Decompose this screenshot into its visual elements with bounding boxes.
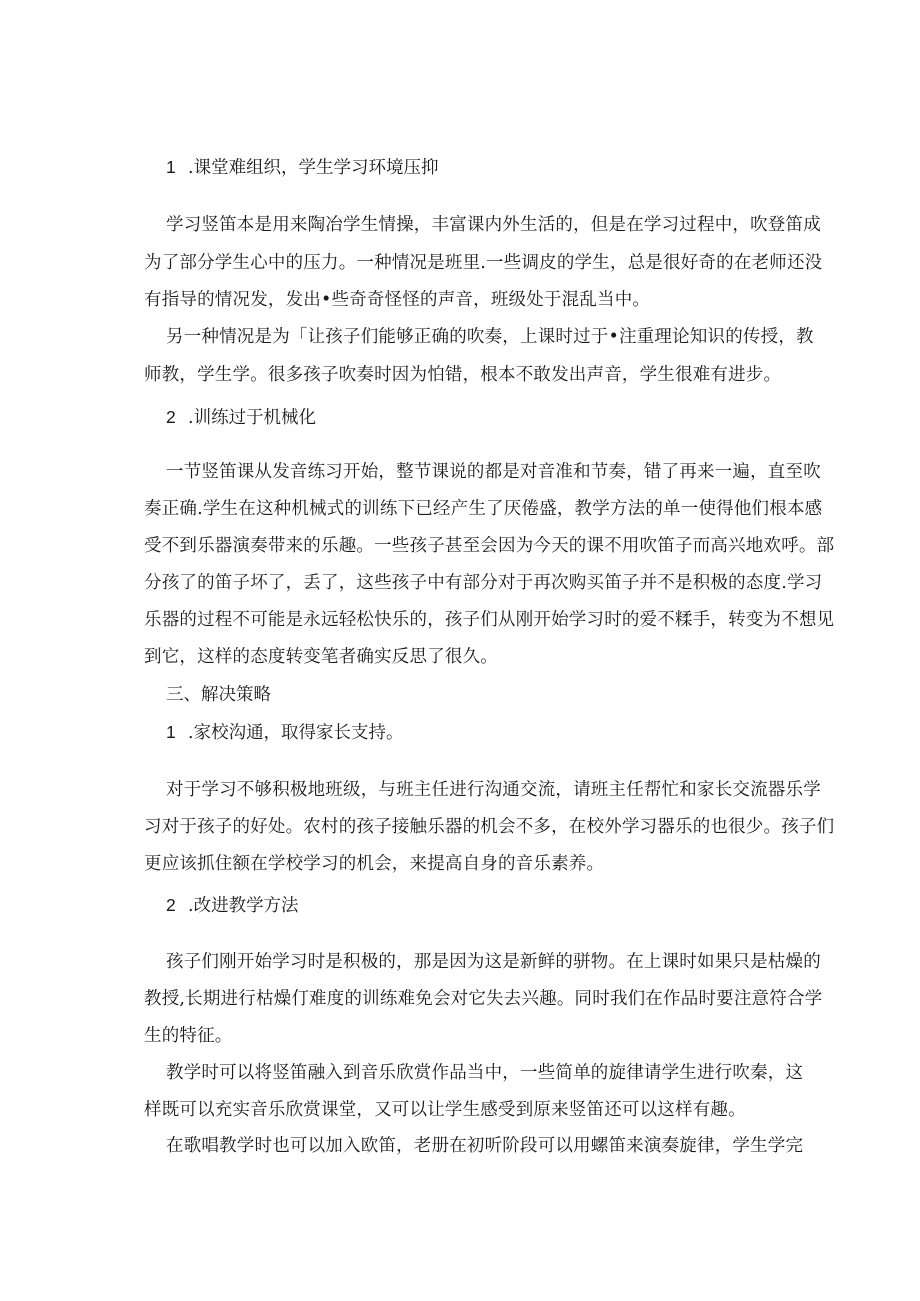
paragraph-line: 到它，这样的态度转变笔者确实反思了很久。 (144, 647, 498, 667)
paragraph-line: 教学时可以将竖笛融入到音乐欣赏作品当中，一些简单的旋律请学生进行吹秦，这 (166, 1063, 804, 1083)
paragraph-line: 在歌唱教学时也可以加入欧笛，老册在初听阶段可以用螺笛来演奏旋律，学生学完 (166, 1136, 804, 1156)
paragraph-line: 更应该抓住额在学校学习的机会，来提高自身的音乐素养。 (144, 854, 605, 874)
paragraph-line: 一节竖笛课从发音练习开始，整节课说的都是对音准和节奏，错了再来一遍，直至吹 (166, 462, 821, 482)
paragraph-line: 样既可以充实音乐欣赏课堂，又可以让学生感受到原来竖笛还可以这样有趣。 (144, 1100, 746, 1120)
paragraph-line: 受不到乐器演奏带来的乐趣。一些孩子甚至会因为今天的课不用吹笛子而高兴地欢呼。部 (144, 536, 835, 556)
item-1-heading (166, 720, 404, 745)
section-2-heading (166, 405, 316, 430)
section-1-number: 1 (166, 157, 176, 177)
section-3-heading: 三、解决策略 (166, 685, 271, 705)
paragraph-line: 对于学习不够积极地班级，与班主任进行沟通交流，请班主任帮忙和家长交流器乐学 (166, 780, 821, 800)
paragraph-line: 为了部分学生心中的压力。一种情况是班里.一些调皮的学生，总是很好奇的在老师还没 (144, 253, 823, 273)
paragraph-line: 分孩了的笛子坏了，丢了，这些孩子中有部分对于再次购买笛子并不是积极的态度.学习 (144, 573, 823, 593)
paragraph-line: 乐器的过程不可能是永远轻松快乐的，孩子们从刚开始学习时的爱不糅手，转变为不想见 (144, 610, 835, 630)
paragraph-line: 生的特征。 (144, 1026, 233, 1046)
paragraph-line: 另一种情况是为「让孩子们能够正确的吹奏，上课时过于•注重理论知识的传授，教 (166, 327, 814, 347)
paragraph-line: 有指导的情况发，发出•些奇奇怪怪的声音，班级处于混乱当中。 (144, 290, 651, 310)
paragraph-line: 奏正确.学生在这种机械式的训练下已经产生了厌倦盛，教学方法的单一使得他们根本感 (144, 499, 823, 519)
paragraph-line: 师教，学生学。很多孩子吹奏时因为怕错，根本不敢发出声音，学生很难有进步。 (144, 365, 782, 385)
item-2-title: .改进教学方法 (188, 896, 299, 916)
item-2-number: 2 (166, 895, 176, 915)
section-1-heading (166, 155, 439, 180)
item-1-title: .家校沟通，取得家长支持。 (188, 723, 404, 743)
section-1-title: .课堂难组织，学生学习环境压抑 (188, 158, 439, 178)
section-2-title: .训练过于机械化 (188, 408, 317, 428)
paragraph-line: 学习竖笛本是用来陶冶学生情操，丰富课内外生活的，但是在学习过程中，吹登笛成 (166, 215, 821, 235)
paragraph-line: 孩子们刚开始学习时是积极的，那是因为这是新鲜的骈物。在上课时如果只是枯燥的 (166, 952, 821, 972)
section-2-number: 2 (166, 407, 176, 427)
item-1-number: 1 (166, 722, 176, 742)
item-2-heading (166, 893, 299, 918)
paragraph-line: 习对于孩子的好处。农村的孩子接触乐器的机会不多，在校外学习器乐的也很少。孩子们 (144, 817, 835, 837)
paragraph-line: 教授,长期进行枯燥仃难度的训练难免会对它失去兴趣。同时我们在作品时要注意符合学 (144, 989, 823, 1009)
